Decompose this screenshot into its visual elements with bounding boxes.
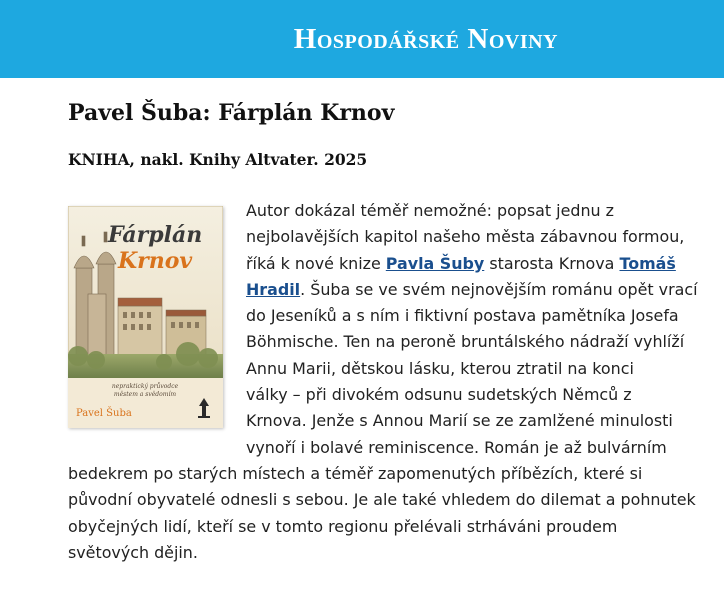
article-line: Autor dokázal téměř nemožné: popsat jednu z — [246, 201, 614, 220]
article-body — [68, 198, 698, 566]
article-line: původní obyvatelé odnesli s sebou. Je ale také vhledem do dilemat a pohnutek — [68, 490, 696, 510]
article-line: do Jeseníků a s ním i fiktivní postava pamětníka Josefa — [246, 306, 679, 326]
article-line: nejbolavějších kapitol našeho města zábavnou formou, — [246, 227, 685, 247]
article-text: starosta Krnova — [484, 253, 620, 273]
article-line: světových dějin. — [68, 542, 198, 562]
mayor-link-first[interactable]: Tomáš — [619, 253, 676, 273]
cover-author: Pavel Šuba — [76, 408, 132, 419]
article-text: . Šuba se ve svém nejnovějším románu opět vrací — [300, 279, 698, 299]
article-line: bedekrem po starých místech a téměř zapomenutých příbězích, které si — [68, 463, 643, 483]
mayor-link-last[interactable]: Hradil — [246, 279, 301, 299]
article-line: války – při divokém odsunu sudetských Němců z — [246, 385, 632, 405]
article-line — [68, 251, 694, 277]
article-headline: Pavel Šuba: Fárplán Krnov — [68, 100, 395, 126]
article-text: říká k nové knize — [246, 253, 386, 273]
cover-tagline1: nepraktický průvodce — [111, 383, 179, 390]
author-link[interactable]: Pavla Šuby — [385, 253, 485, 273]
article-line — [68, 277, 698, 303]
cover-title-line2: Krnov — [118, 248, 193, 274]
article-line: Annu Marii, dětskou lásku, kterou ztratil na konci — [246, 358, 634, 378]
masthead — [0, 0, 724, 78]
article-line: obyčejných lidí, kteří se v tomto regionu přelévali strháváni proudem — [68, 516, 618, 536]
article-line: vynoří i bolavé reminiscence. Román je až bulvárním — [246, 437, 667, 457]
masthead-title[interactable]: Hospodářské Noviny — [293, 22, 558, 55]
article-subhead: KNIHA, nakl. Knihy Altvater. 2025 — [68, 150, 368, 169]
article-line: Böhmische. Ten na peroně bruntálského nádraží vyhlíží — [246, 332, 685, 352]
cover-tagline2: městem a svědomím — [113, 391, 177, 398]
article-line: Krnova. Jenže s Annou Marií se ze zamlžené minulosti — [246, 411, 673, 431]
cover-title-line1: Fárplán — [108, 222, 203, 248]
